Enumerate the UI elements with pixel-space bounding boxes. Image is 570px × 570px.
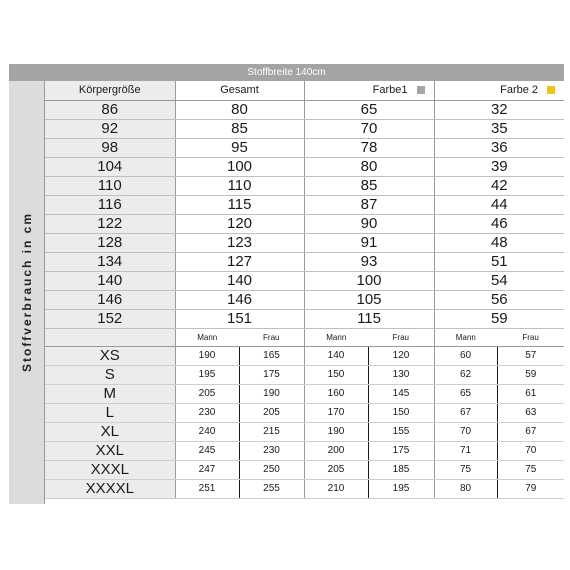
size-cell: 140 [45,271,175,290]
men-header: Mann [304,328,368,346]
header-color2-label: Farbe 2 [500,84,539,97]
color2-cell: 54 [434,271,564,290]
color1-cell: 85 [304,176,434,195]
size-cell: 152 [45,309,175,328]
size-cell: 128 [45,233,175,252]
color2-cell: 35 [434,119,564,138]
color1-men-cell: 190 [304,422,368,441]
color1-women-cell: 195 [368,479,434,498]
color1-men-cell: 210 [304,479,368,498]
size-cell: XXL [45,441,175,460]
total-men-cell: 251 [175,479,239,498]
total-women-cell: 205 [239,403,304,422]
size-cell: 134 [45,252,175,271]
color1-women-cell: 175 [368,441,434,460]
table-row [45,233,564,252]
color1-cell: 70 [304,119,434,138]
color2-cell: 36 [434,138,564,157]
total-women-cell: 215 [239,422,304,441]
table-row [45,309,564,328]
table-row [45,479,564,498]
header-color2 [434,81,564,100]
color1-cell: 87 [304,195,434,214]
side-label: Stoffverbrauch in cm [20,211,34,373]
color2-cell: 32 [434,100,564,119]
color1-men-cell: 170 [304,403,368,422]
table-row [45,176,564,195]
table-row [45,346,564,365]
table-row [45,441,564,460]
total-women-cell: 175 [239,365,304,384]
color1-cell: 93 [304,252,434,271]
table-row [45,290,564,309]
header-row [45,81,564,100]
total-men-cell: 247 [175,460,239,479]
size-cell: XXXL [45,460,175,479]
color2-women-cell: 70 [497,441,564,460]
color2-women-cell: 79 [497,479,564,498]
size-cell: XS [45,346,175,365]
total-men-cell: 195 [175,365,239,384]
total-cell: 110 [175,176,304,195]
color1-cell: 80 [304,157,434,176]
table-row [45,195,564,214]
total-women-cell: 190 [239,384,304,403]
table-row [45,138,564,157]
total-cell: 140 [175,271,304,290]
color2-cell: 46 [434,214,564,233]
color1-cell: 115 [304,309,434,328]
color2-swatch [547,86,555,94]
color2-men-cell: 71 [434,441,497,460]
size-cell: 110 [45,176,175,195]
table-row [45,252,564,271]
header-size: Körpergröße [45,81,175,100]
color2-cell: 59 [434,309,564,328]
color2-cell: 51 [434,252,564,271]
total-cell: 123 [175,233,304,252]
size-cell: S [45,365,175,384]
color1-women-cell: 155 [368,422,434,441]
color2-women-cell: 75 [497,460,564,479]
color1-men-cell: 205 [304,460,368,479]
total-cell: 95 [175,138,304,157]
total-women-cell: 250 [239,460,304,479]
total-cell: 115 [175,195,304,214]
total-men-cell: 230 [175,403,239,422]
color2-cell: 44 [434,195,564,214]
color1-men-cell: 150 [304,365,368,384]
color1-women-cell: 185 [368,460,434,479]
size-cell: 86 [45,100,175,119]
color2-men-cell: 75 [434,460,497,479]
data-grid [45,81,564,499]
women-header: Frau [239,328,304,346]
color1-cell: 90 [304,214,434,233]
color1-cell: 78 [304,138,434,157]
gender-header-spacer [45,328,175,346]
color2-men-cell: 80 [434,479,497,498]
side-label-column [9,81,45,504]
total-cell: 80 [175,100,304,119]
color1-women-cell: 130 [368,365,434,384]
color1-swatch [417,86,425,94]
color2-men-cell: 60 [434,346,497,365]
color2-women-cell: 59 [497,365,564,384]
total-cell: 120 [175,214,304,233]
men-header: Mann [175,328,239,346]
color2-men-cell: 67 [434,403,497,422]
color1-men-cell: 200 [304,441,368,460]
table-row [45,100,564,119]
header-total: Gesamt [175,81,304,100]
table-row [45,422,564,441]
color2-men-cell: 65 [434,384,497,403]
color1-cell: 105 [304,290,434,309]
color2-cell: 48 [434,233,564,252]
color1-women-cell: 150 [368,403,434,422]
color2-women-cell: 67 [497,422,564,441]
size-cell: 116 [45,195,175,214]
table-title: Stoffbreite 140cm [9,64,564,81]
color2-women-cell: 61 [497,384,564,403]
total-women-cell: 255 [239,479,304,498]
size-cell: L [45,403,175,422]
women-header: Frau [497,328,564,346]
total-cell: 100 [175,157,304,176]
size-cell: M [45,384,175,403]
men-header: Mann [434,328,497,346]
color2-cell: 56 [434,290,564,309]
total-cell: 151 [175,309,304,328]
size-cell: 98 [45,138,175,157]
total-men-cell: 240 [175,422,239,441]
color2-men-cell: 62 [434,365,497,384]
color1-men-cell: 140 [304,346,368,365]
color1-cell: 91 [304,233,434,252]
total-cell: 127 [175,252,304,271]
size-cell: XL [45,422,175,441]
total-men-cell: 190 [175,346,239,365]
color2-women-cell: 57 [497,346,564,365]
total-cell: 146 [175,290,304,309]
color2-men-cell: 70 [434,422,497,441]
total-men-cell: 245 [175,441,239,460]
size-cell: 92 [45,119,175,138]
table-row [45,365,564,384]
size-cell: 122 [45,214,175,233]
table-row [45,157,564,176]
total-women-cell: 165 [239,346,304,365]
total-cell: 85 [175,119,304,138]
color1-cell: 100 [304,271,434,290]
header-color1 [304,81,434,100]
table-row [45,271,564,290]
table-row [45,460,564,479]
header-color1-label: Farbe1 [372,84,408,97]
size-cell: 146 [45,290,175,309]
color1-women-cell: 145 [368,384,434,403]
gender-header-row [45,328,564,346]
table-row [45,119,564,138]
color2-cell: 39 [434,157,564,176]
table-row [45,214,564,233]
size-cell: XXXXL [45,479,175,498]
table-row [45,403,564,422]
table-row [45,384,564,403]
total-men-cell: 205 [175,384,239,403]
color1-cell: 65 [304,100,434,119]
total-women-cell: 230 [239,441,304,460]
color1-women-cell: 120 [368,346,434,365]
women-header: Frau [368,328,434,346]
color2-cell: 42 [434,176,564,195]
color2-women-cell: 63 [497,403,564,422]
size-cell: 104 [45,157,175,176]
color1-men-cell: 160 [304,384,368,403]
fabric-usage-table [9,64,564,504]
